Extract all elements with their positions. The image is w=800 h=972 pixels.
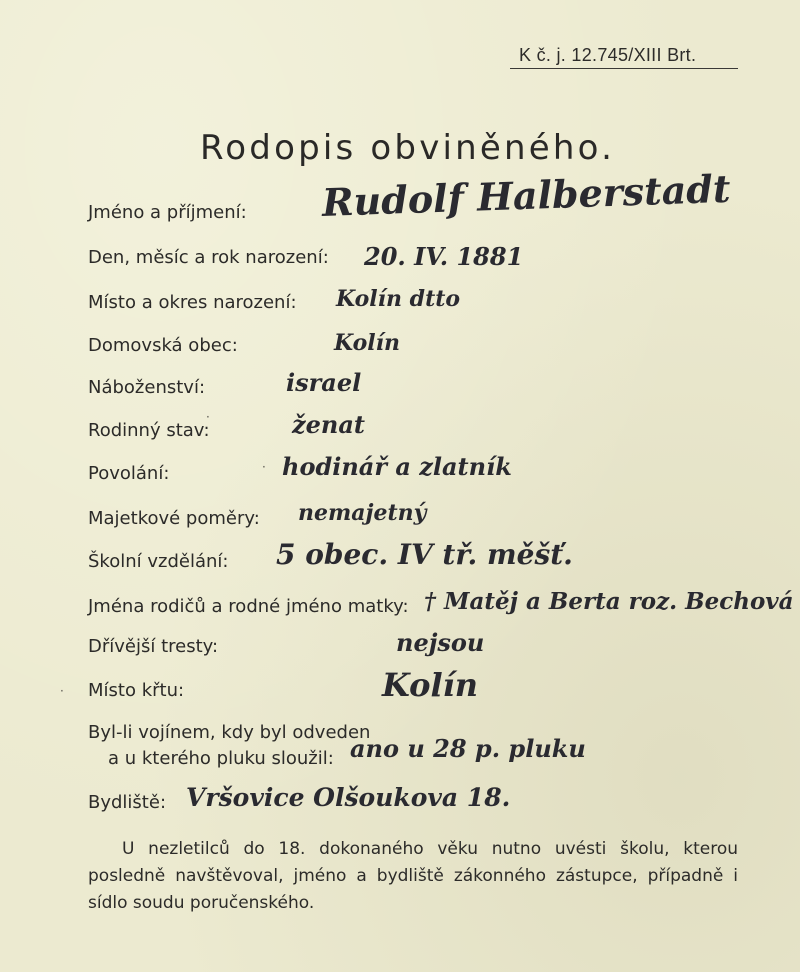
paper-speck: · bbox=[262, 460, 266, 474]
label-birth-place: Místo a okres narození: bbox=[88, 292, 297, 313]
reference-underline bbox=[510, 68, 738, 69]
value-birth-date: 20. IV. 1881 bbox=[364, 242, 524, 271]
paper-speck: · bbox=[60, 684, 64, 698]
paper-speck: · bbox=[206, 410, 210, 424]
label-home-town: Domovská obec: bbox=[88, 335, 238, 356]
value-property: nemajetný bbox=[298, 500, 427, 526]
value-name: Rudolf Halberstadt bbox=[321, 165, 732, 225]
label-occupation: Povolání: bbox=[88, 463, 170, 484]
label-property: Majetkové poměry: bbox=[88, 508, 260, 529]
label-residence: Bydliště: bbox=[88, 792, 167, 813]
value-birth-place: Kolín dtto bbox=[336, 286, 461, 312]
value-residence: Vršovice Olšoukova 18. bbox=[186, 783, 511, 812]
value-marital-status: ženat bbox=[292, 410, 365, 439]
label-military-line2: a u kterého pluku sloužil: bbox=[108, 748, 334, 769]
label-name: Jméno a příjmení: bbox=[88, 202, 247, 223]
footer-note: U nezletilců do 18. dokonaného věku nutno uvésti školu, kterou posledně navštěvoval, jméno a bydliště zákonného zástupce, případně i sídlo soudu poručenského. bbox=[88, 839, 738, 913]
label-parents: Jména rodičů a rodné jméno matky: bbox=[88, 596, 409, 617]
reference-number: K č. j. 12.745/XIII Brt. bbox=[519, 45, 697, 65]
value-education: 5 obec. IV tř. měšť. bbox=[276, 538, 573, 571]
label-religion: Náboženství: bbox=[88, 377, 206, 398]
label-birth-date: Den, měsíc a rok narození: bbox=[88, 247, 329, 268]
value-religion: israel bbox=[286, 368, 362, 397]
label-prior-convictions: Dřívější tresty: bbox=[88, 636, 219, 657]
value-parents: † Matěj a Berta roz. Bechová bbox=[424, 588, 794, 615]
value-occupation: hodinář a zlatník bbox=[282, 452, 512, 481]
value-baptism-place: Kolín bbox=[382, 666, 479, 704]
label-baptism-place: Místo křtu: bbox=[88, 680, 185, 701]
value-home-town: Kolín bbox=[334, 330, 401, 356]
label-military-line1: Byl-li vojínem, kdy byl odveden bbox=[88, 722, 371, 743]
label-marital-status: Rodinný stav: bbox=[88, 420, 210, 441]
label-education: Školní vzdělání: bbox=[88, 551, 229, 572]
form-title: Rodopis obviněného. bbox=[200, 128, 616, 168]
value-military: ano u 28 p. pluku bbox=[350, 734, 586, 763]
value-prior-convictions: nejsou bbox=[396, 628, 485, 657]
